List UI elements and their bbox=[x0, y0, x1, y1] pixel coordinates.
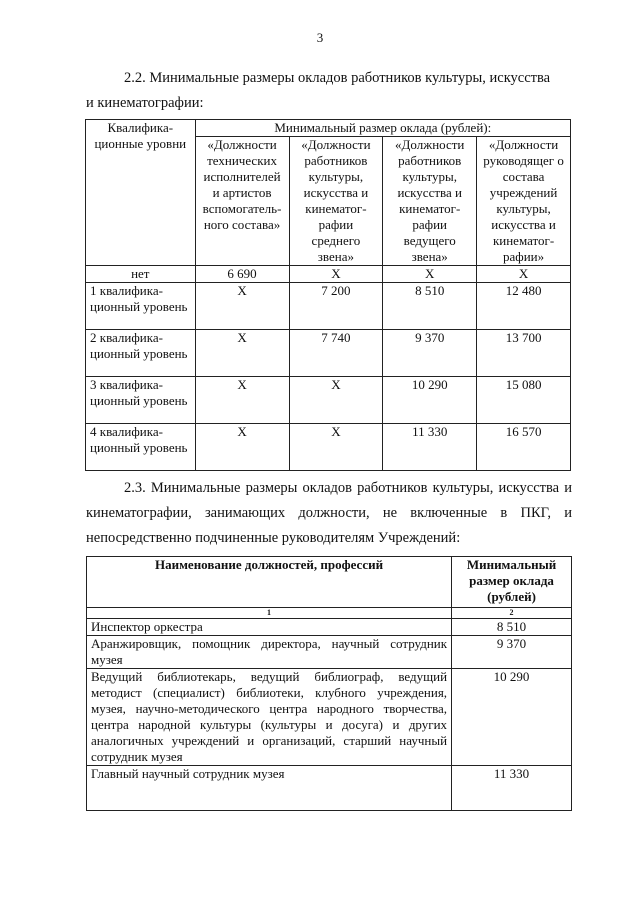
position-cell: Главный научный сотрудник музея bbox=[87, 766, 452, 811]
value-cell: Х bbox=[195, 330, 289, 377]
table-row bbox=[86, 330, 571, 377]
value-cell: 9 370 bbox=[383, 330, 477, 377]
table-row bbox=[86, 283, 571, 330]
position-cell: Инспектор оркестра bbox=[87, 619, 452, 636]
table-row bbox=[87, 619, 572, 636]
value-cell: Х bbox=[195, 283, 289, 330]
table-row bbox=[87, 636, 572, 669]
value-cell: 11 330 bbox=[383, 424, 477, 471]
column-number: 1 bbox=[87, 608, 452, 619]
section-2-2-line2: и кинематографии: bbox=[86, 95, 204, 111]
section-2-3-text: 2.3. Минимальные размеры окладов работников культуры, искусства и кинематографии, занимающих должности, не включенные в ПКГ, и непосредственно подчиненные руководителям Учреждений: bbox=[86, 480, 572, 546]
salary-cell: 10 290 bbox=[452, 669, 572, 766]
value-cell: Х bbox=[289, 424, 383, 471]
level-cell: 2 квалифика-ционный уровень bbox=[86, 330, 196, 377]
level-cell: нет bbox=[86, 266, 196, 283]
level-cell: 4 квалифика-ционный уровень bbox=[86, 424, 196, 471]
value-cell: 6 690 bbox=[195, 266, 289, 283]
section-2-2-heading bbox=[86, 66, 572, 116]
position-cell: Ведущий библиотекарь, ведущий библиограф, ведущий методист (специалист) библиотеки, клубного учреждения, музея, научно-методического центра народного творчества, центра народной культуры (культуры и досуга) и других аналогичных учреждений и организаций, старший научный сотрудник музея bbox=[87, 669, 452, 766]
value-cell: Х bbox=[195, 377, 289, 424]
salary-cell: 11 330 bbox=[452, 766, 572, 811]
value-cell: Х bbox=[383, 266, 477, 283]
salary-cell: 8 510 bbox=[452, 619, 572, 636]
value-cell: Х bbox=[289, 377, 383, 424]
value-cell: 7 200 bbox=[289, 283, 383, 330]
salary-table-2-2 bbox=[85, 119, 571, 471]
table-row bbox=[87, 766, 572, 811]
table-row bbox=[86, 424, 571, 471]
col-header: «Должности работников культуры, искусства и кинематог-рафии ведущего звена» bbox=[383, 137, 477, 266]
column-number: 2 bbox=[452, 608, 572, 619]
position-cell: Аранжировщик, помощник директора, научный сотрудник музея bbox=[87, 636, 452, 669]
value-cell: 12 480 bbox=[477, 283, 571, 330]
page-number: 3 bbox=[316, 30, 324, 45]
value-cell: Х bbox=[477, 266, 571, 283]
value-cell: 10 290 bbox=[383, 377, 477, 424]
level-cell: 3 квалифика-ционный уровень bbox=[86, 377, 196, 424]
table-row bbox=[86, 266, 571, 283]
position-header: Наименование должностей, профессий bbox=[87, 557, 452, 608]
col-header: «Должности работников культуры, искусства и кинематог-рафии среднего звена» bbox=[289, 137, 383, 266]
section-2-2-line1: 2.2. Минимальные размеры окладов работников культуры, искусства bbox=[124, 70, 551, 86]
group-header: Минимальный размер оклада (рублей): bbox=[195, 120, 570, 137]
value-cell: 15 080 bbox=[477, 377, 571, 424]
salary-header: Минимальный размер оклада (рублей) bbox=[452, 557, 572, 608]
value-cell: 8 510 bbox=[383, 283, 477, 330]
table-row bbox=[87, 669, 572, 766]
value-cell: 7 740 bbox=[289, 330, 383, 377]
table-row bbox=[86, 377, 571, 424]
section-2-3-paragraph bbox=[86, 476, 572, 551]
qualification-levels-header: Квалифика-ционные уровни bbox=[86, 120, 196, 266]
salary-cell: 9 370 bbox=[452, 636, 572, 669]
value-cell: 13 700 bbox=[477, 330, 571, 377]
col-header: «Должности технических исполнителей и артистов вспомогатель-ного состава» bbox=[195, 137, 289, 266]
value-cell: 16 570 bbox=[477, 424, 571, 471]
salary-table-2-3 bbox=[86, 556, 572, 811]
col-header: «Должности руководящег о состава учреждений культуры, искусства и кинематог-рафии» bbox=[477, 137, 571, 266]
value-cell: Х bbox=[195, 424, 289, 471]
value-cell: Х bbox=[289, 266, 383, 283]
level-cell: 1 квалифика-ционный уровень bbox=[86, 283, 196, 330]
